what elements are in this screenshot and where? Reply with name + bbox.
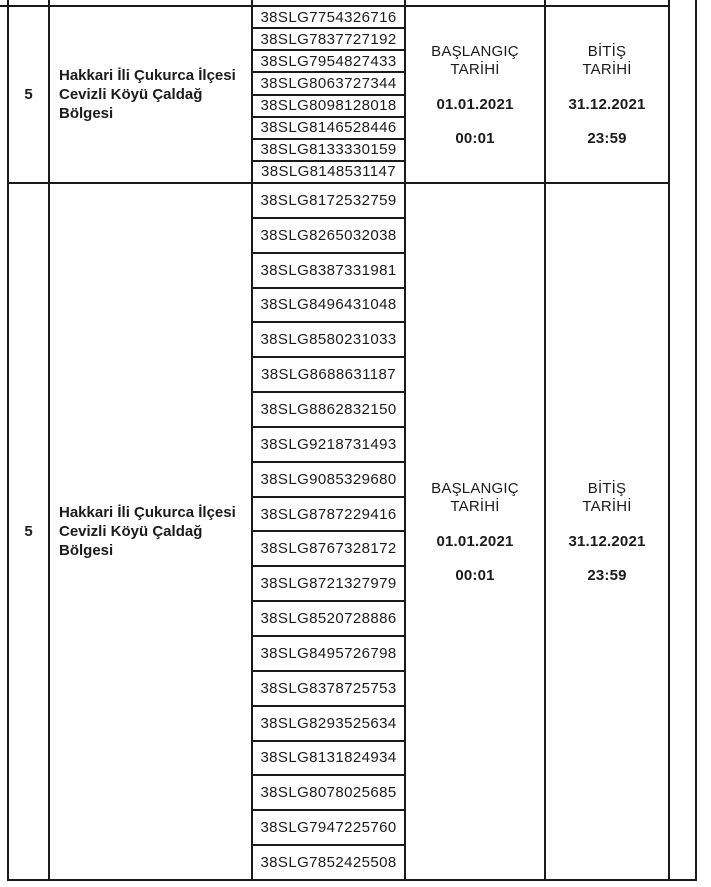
start-date-header: BAŞLANGIÇ TARİHİ — [431, 479, 519, 515]
serial-number-cell: 38SLG7954827433 — [253, 51, 404, 73]
serial-number-cell: 38SLG8063727344 — [253, 73, 404, 95]
cutoff-cell — [546, 0, 668, 5]
serial-number-cell: 38SLG7754326716 — [253, 7, 404, 29]
end-time-value: 23:59 — [587, 566, 627, 584]
serial-number-cell: 38SLG7852425508 — [260, 853, 397, 871]
serial-number-list — [253, 184, 406, 879]
cutoff-cell — [50, 0, 253, 5]
serial-number-cell: 38SLG8387331981 — [253, 254, 404, 289]
cutoff-cell — [9, 0, 50, 5]
serial-number-cell: 38SLG8862832150 — [253, 393, 404, 428]
serial-number-cell: 38SLG8378725753 — [253, 672, 404, 707]
end-date-cell — [546, 7, 668, 182]
permit-table — [7, 0, 670, 881]
serial-number-cell: 38SLG7947225760 — [253, 811, 404, 846]
serial-number-cell: 38SLG8767328172 — [253, 532, 404, 567]
end-date-value: 31.12.2021 — [568, 532, 646, 550]
serial-number-cell: 38SLG8078025685 — [253, 776, 404, 811]
start-time-value: 00:01 — [455, 566, 495, 584]
location-cell — [50, 7, 253, 182]
location-line: Cevizli Köyü Çaldağ — [59, 86, 203, 103]
serial-number-cell: 38SLG8787229416 — [253, 498, 404, 533]
serial-number-cell: 38SLG8146528446 — [253, 118, 404, 140]
serial-number-cell: 38SLG8172532759 — [253, 184, 404, 219]
start-date-cell — [406, 7, 546, 182]
serial-number-cell: 38SLG9085329680 — [253, 463, 404, 498]
start-date-header: BAŞLANGIÇ TARİHİ — [431, 42, 519, 78]
row-number-cell: 5 — [9, 184, 50, 879]
end-date-header: BİTİŞ TARİHİ — [582, 479, 632, 515]
start-time-value: 00:01 — [455, 129, 495, 147]
serial-number-cell: 38SLG7837727192 — [253, 29, 404, 51]
cutoff-cell — [253, 0, 406, 5]
serial-number-cell: 38SLG8721327979 — [253, 567, 404, 602]
start-date-cell — [406, 184, 546, 879]
serial-number-cell: 38SLG9218731493 — [253, 428, 404, 463]
serial-number-cell: 38SLG8131824934 — [253, 742, 404, 777]
serial-number-cell: 38SLG8495726798 — [253, 637, 404, 672]
location-line: Hakkari İli Çukurca İlçesi — [59, 67, 236, 84]
empty-right-column — [670, 0, 697, 881]
start-date-value: 01.01.2021 — [436, 532, 514, 550]
table-row-group-1 — [9, 7, 668, 184]
end-date-header: BİTİŞ TARİHİ — [582, 42, 632, 78]
location-line: Bölgesi — [59, 105, 114, 122]
serial-number-cell: 38SLG8265032038 — [253, 219, 404, 254]
serial-number-cell: 38SLG8293525634 — [253, 707, 404, 742]
start-date-value: 01.01.2021 — [436, 95, 514, 113]
serial-number-list — [253, 7, 406, 182]
serial-number-cell: 38SLG8520728886 — [253, 602, 404, 637]
serial-number-cell: 38SLG8148531147 — [260, 163, 396, 181]
location-line: Hakkari İli Çukurca İlçesi — [59, 504, 236, 521]
cutoff-row-sliver — [9, 0, 668, 7]
row-number-cell: 5 — [9, 7, 50, 182]
serial-number-cell: 38SLG8688631187 — [253, 358, 404, 393]
cutoff-cell — [406, 0, 546, 5]
end-time-value: 23:59 — [587, 129, 627, 147]
serial-number-cell: 38SLG8133330159 — [253, 140, 404, 162]
serial-number-cell: 38SLG8098128018 — [253, 96, 404, 118]
end-date-value: 31.12.2021 — [568, 95, 646, 113]
location-cell — [50, 184, 253, 879]
table-row-group-2 — [9, 184, 668, 879]
location-line: Cevizli Köyü Çaldağ — [59, 523, 203, 540]
serial-number-cell: 38SLG8580231033 — [253, 323, 404, 358]
end-date-cell — [546, 184, 668, 879]
location-line: Bölgesi — [59, 542, 114, 559]
serial-number-cell: 38SLG8496431048 — [253, 289, 404, 324]
